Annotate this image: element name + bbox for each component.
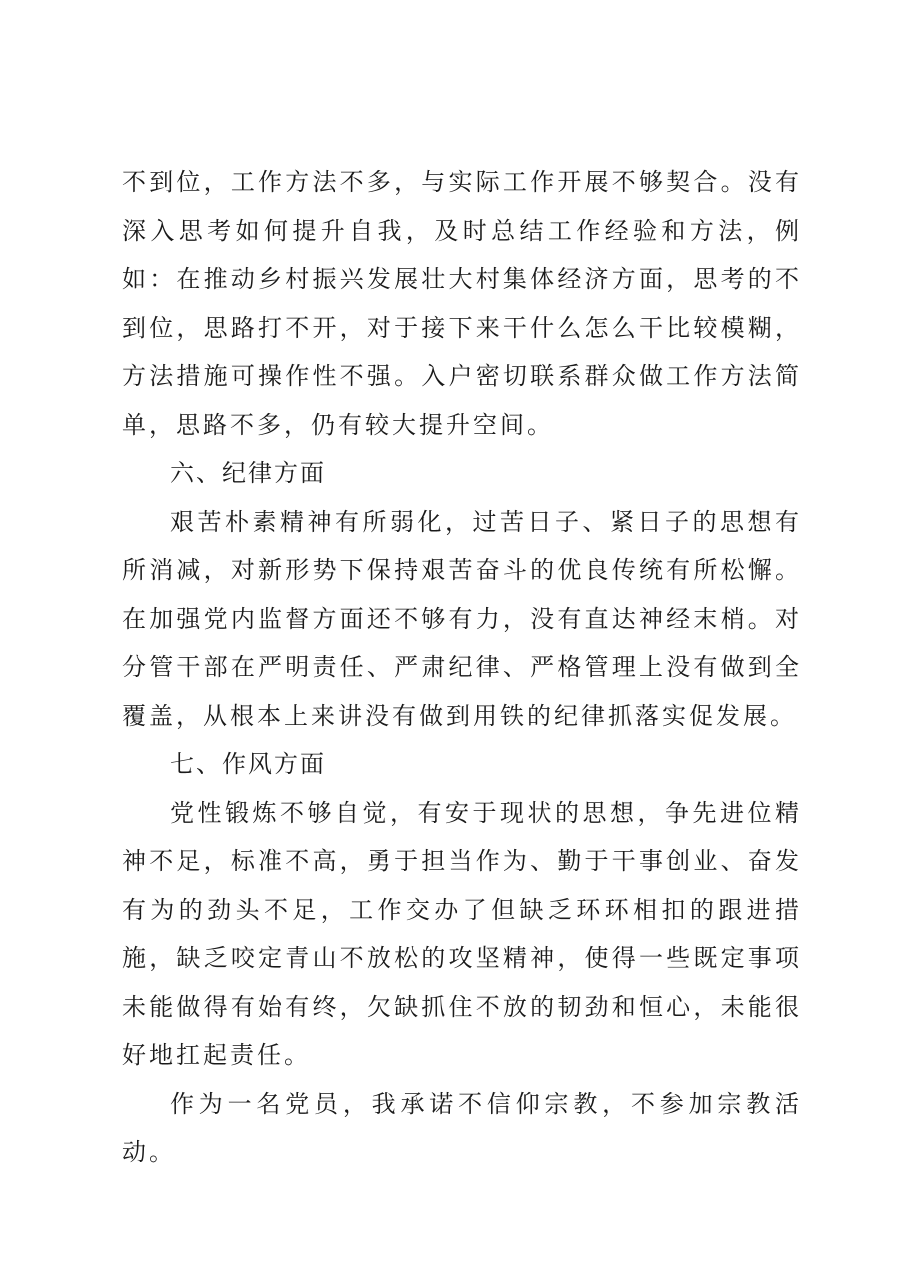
paragraph-work-style: 党性锻炼不够自觉，有安于现状的思想，争先进位精神不足，标准不高，勇于担当作为、勤于干事创业、奋发有为的劲头不足，工作交办了但缺乏环环相扣的跟进措施，缺乏咬定青山不放松的攻坚精神，使得一些既定事项未能做得有始有终，欠缺抓住不放的韧劲和恒心，未能很好地扛起责任。	[122, 798, 802, 1069]
document-body	[122, 158, 802, 1177]
section-heading-work-style: 七、作风方面	[170, 750, 326, 778]
paragraph-discipline: 艰苦朴素精神有所弱化，过苦日子、紧日子的思想有所消减，对新形势下保持艰苦奋斗的优良传统有所松懈。在加强党内监督方面还不够有力，没有直达神经末梢。对分管干部在严明责任、严肃纪律、严格管理上没有做到全覆盖，从根本上来讲没有做到用铁的纪律抓落实促发展。	[122, 507, 802, 730]
paragraph-continuation: 不到位，工作方法不多，与实际工作开展不够契合。没有深入思考如何提升自我，及时总结工作经验和方法，例如：在推动乡村振兴发展壮大村集体经济方面，思考的不到位，思路打不开，对于接下来干什么怎么干比较模糊，方法措施可操作性不强。入户密切联系群众做工作方法简单，思路不多，仍有较大提升空间。	[122, 168, 802, 439]
paragraph-pledge: 作为一名党员，我承诺不信仰宗教，不参加宗教活动。	[122, 1089, 802, 1166]
section-heading-discipline: 六、纪律方面	[170, 459, 326, 487]
